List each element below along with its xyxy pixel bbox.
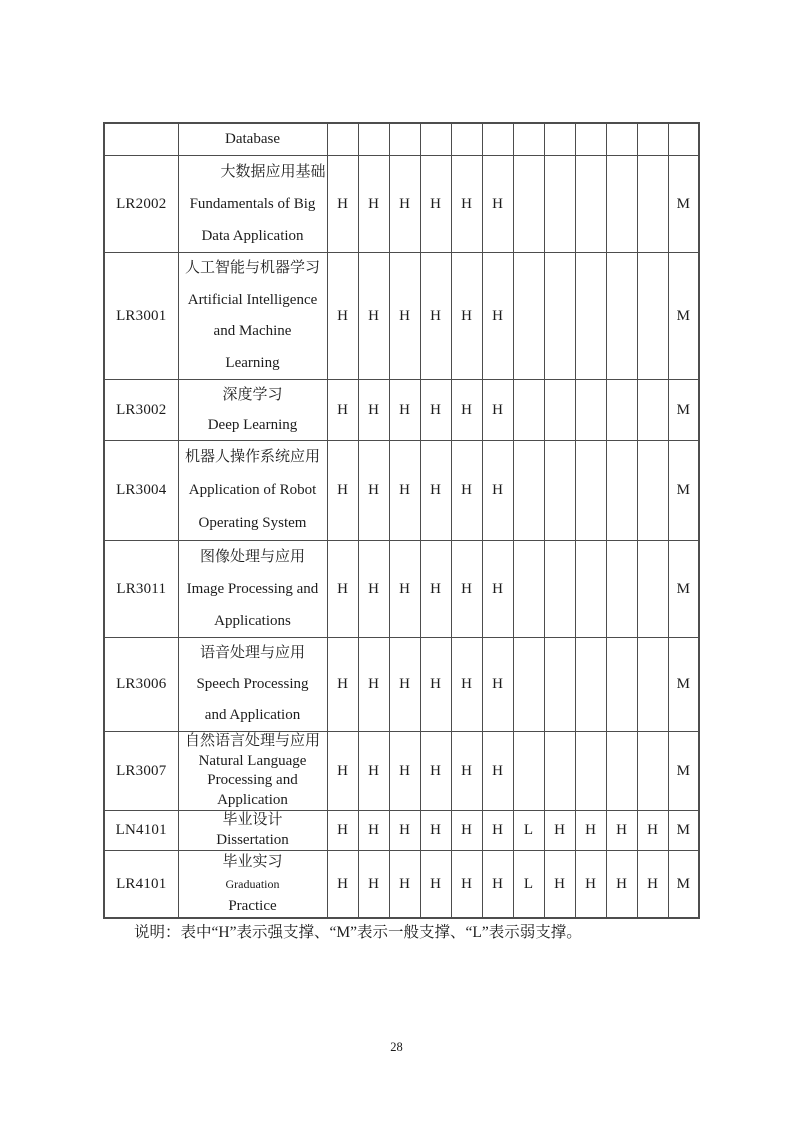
matrix-cell: M: [668, 811, 699, 851]
matrix-cell: H: [420, 380, 451, 441]
course-name-cn: 大数据应用基础: [220, 164, 326, 180]
matrix-cell: H: [637, 811, 668, 851]
matrix-cell: H: [327, 156, 358, 253]
matrix-cell: H: [358, 156, 389, 253]
matrix-cell: [637, 638, 668, 732]
matrix-cell: [544, 380, 575, 441]
matrix-cell: H: [451, 380, 482, 441]
matrix-cell: [575, 156, 606, 253]
course-name-cell: [178, 851, 327, 919]
matrix-cell: H: [389, 811, 420, 851]
matrix-cell: H: [420, 156, 451, 253]
matrix-cell: [544, 441, 575, 541]
matrix-cell: [575, 253, 606, 380]
matrix-cell: H: [327, 541, 358, 638]
matrix-cell: [389, 123, 420, 156]
matrix-cell: H: [358, 441, 389, 541]
matrix-cell: H: [389, 253, 420, 380]
matrix-cell: [327, 123, 358, 156]
matrix-cell: [544, 638, 575, 732]
course-name-en: and Machine: [213, 323, 292, 339]
table-row: [104, 156, 699, 253]
matrix-cell: [575, 441, 606, 541]
matrix-cell: H: [358, 851, 389, 919]
page-number: 28: [390, 1040, 403, 1054]
matrix-cell: H: [575, 811, 606, 851]
matrix-cell: H: [389, 638, 420, 732]
course-name-cn: 毕业实习: [222, 854, 283, 870]
matrix-cell: H: [327, 441, 358, 541]
matrix-cell: H: [482, 441, 513, 541]
matrix-cell: M: [668, 732, 699, 811]
matrix-cell: H: [389, 541, 420, 638]
table-row: [104, 123, 699, 156]
course-name-cell: [178, 123, 327, 156]
matrix-cell: M: [668, 156, 699, 253]
matrix-cell: M: [668, 441, 699, 541]
course-code-cell: LR3001: [104, 253, 178, 380]
course-name-en: Applications: [214, 613, 291, 629]
course-name-en: Natural Language: [198, 752, 307, 769]
course-name-cell: [178, 811, 327, 851]
matrix-cell: H: [482, 156, 513, 253]
matrix-cell: L: [513, 811, 544, 851]
course-name-en: Practice: [228, 898, 277, 914]
matrix-cell: H: [482, 851, 513, 919]
course-name-en: Data Application: [201, 228, 304, 244]
matrix-cell: [513, 638, 544, 732]
table-row: [104, 441, 699, 541]
matrix-cell: H: [389, 851, 420, 919]
matrix-cell: H: [327, 380, 358, 441]
matrix-cell: H: [420, 811, 451, 851]
course-name-cell: [178, 732, 327, 811]
matrix-cell: [668, 123, 699, 156]
table-body: [104, 123, 699, 918]
course-name-cn: 人工智能与机器学习: [184, 260, 320, 276]
course-support-matrix-table: [103, 122, 700, 919]
course-name-en: Learning: [225, 354, 280, 371]
course-code-cell: LR3002: [104, 380, 178, 441]
course-code-cell: LR3004: [104, 441, 178, 541]
matrix-cell: [575, 123, 606, 156]
table-row: [104, 732, 699, 811]
matrix-cell: L: [513, 851, 544, 919]
matrix-cell: H: [544, 811, 575, 851]
matrix-cell: H: [358, 253, 389, 380]
matrix-cell: H: [451, 441, 482, 541]
matrix-cell: H: [451, 811, 482, 851]
matrix-cell: M: [668, 380, 699, 441]
matrix-cell: H: [327, 638, 358, 732]
matrix-cell: [606, 156, 637, 253]
legend-note: 说明：表中“H”表示强支撑、“M”表示一般支撑、“L”表示弱支撑。: [134, 924, 582, 941]
matrix-cell: [544, 156, 575, 253]
matrix-cell: [482, 123, 513, 156]
course-name-en: Application of Robot: [188, 482, 317, 498]
course-name-cell: [178, 638, 327, 732]
matrix-cell: H: [451, 851, 482, 919]
table-row: [104, 851, 699, 919]
matrix-cell: H: [451, 253, 482, 380]
matrix-cell: H: [358, 811, 389, 851]
matrix-cell: H: [420, 441, 451, 541]
matrix-cell: H: [482, 253, 513, 380]
matrix-cell: [637, 380, 668, 441]
course-name-cell: [178, 541, 327, 638]
course-code-cell: [104, 123, 178, 156]
table-row: [104, 638, 699, 732]
course-name-en: Processing and: [207, 772, 298, 788]
matrix-cell: H: [420, 851, 451, 919]
matrix-cell: H: [482, 732, 513, 811]
matrix-cell: [513, 732, 544, 811]
matrix-cell: H: [637, 851, 668, 919]
matrix-cell: H: [358, 638, 389, 732]
course-code-cell: LR3007: [104, 732, 178, 811]
table-row: [104, 253, 699, 380]
matrix-cell: [420, 123, 451, 156]
matrix-cell: M: [668, 851, 699, 919]
matrix-cell: [637, 123, 668, 156]
table-row: [104, 380, 699, 441]
course-name-en: Fundamentals of Big: [189, 196, 316, 212]
matrix-cell: M: [668, 541, 699, 638]
matrix-cell: H: [606, 851, 637, 919]
matrix-cell: M: [668, 638, 699, 732]
matrix-cell: [606, 441, 637, 541]
matrix-cell: [637, 541, 668, 638]
matrix-cell: [544, 123, 575, 156]
matrix-cell: H: [451, 638, 482, 732]
course-name-cell: [178, 380, 327, 441]
matrix-cell: H: [327, 732, 358, 811]
matrix-cell: [637, 156, 668, 253]
course-code-cell: LR2002: [104, 156, 178, 253]
course-name-cn: 自然语言处理与应用: [184, 733, 320, 749]
matrix-cell: [606, 638, 637, 732]
matrix-cell: H: [575, 851, 606, 919]
matrix-cell: [606, 123, 637, 156]
course-code-cell: LR4101: [104, 851, 178, 919]
matrix-cell: H: [389, 732, 420, 811]
matrix-cell: H: [389, 156, 420, 253]
matrix-cell: H: [451, 541, 482, 638]
matrix-cell: [513, 541, 544, 638]
course-name-en: Artificial Intelligence: [187, 291, 318, 308]
matrix-cell: [575, 732, 606, 811]
matrix-cell: [513, 123, 544, 156]
matrix-cell: M: [668, 253, 699, 380]
matrix-cell: [544, 732, 575, 811]
matrix-cell: H: [420, 253, 451, 380]
course-name-en: Operating System: [198, 515, 307, 531]
matrix-cell: H: [606, 811, 637, 851]
course-name-cn: 毕业设计: [222, 812, 283, 828]
matrix-cell: [637, 441, 668, 541]
table-row: [104, 811, 699, 851]
matrix-cell: H: [327, 851, 358, 919]
course-name-en: Database: [225, 131, 280, 147]
course-code-cell: LN4101: [104, 811, 178, 851]
table-row: [104, 541, 699, 638]
course-name-cell: [178, 253, 327, 380]
course-code-cell: LR3006: [104, 638, 178, 732]
matrix-cell: [513, 156, 544, 253]
matrix-cell: H: [482, 541, 513, 638]
matrix-cell: H: [482, 380, 513, 441]
course-name-en: Graduation: [225, 877, 280, 891]
matrix-cell: [637, 732, 668, 811]
course-name-en: Speech Processing: [196, 676, 309, 692]
course-name-cn: 深度学习: [222, 387, 283, 403]
matrix-cell: [544, 541, 575, 638]
matrix-cell: H: [358, 541, 389, 638]
course-name-en: Application: [217, 791, 288, 808]
course-name-en: Image Processing and: [186, 581, 319, 597]
matrix-cell: H: [482, 638, 513, 732]
matrix-cell: H: [451, 732, 482, 811]
matrix-cell: H: [451, 156, 482, 253]
matrix-cell: H: [389, 441, 420, 541]
course-name-cn: 语音处理与应用: [199, 645, 305, 661]
matrix-cell: [575, 638, 606, 732]
matrix-cell: H: [544, 851, 575, 919]
matrix-cell: [637, 253, 668, 380]
matrix-cell: [606, 541, 637, 638]
matrix-cell: H: [358, 732, 389, 811]
matrix-cell: [606, 732, 637, 811]
course-name-cell: [178, 156, 327, 253]
matrix-cell: H: [389, 380, 420, 441]
matrix-cell: H: [420, 638, 451, 732]
matrix-cell: [606, 253, 637, 380]
matrix-cell: [358, 123, 389, 156]
matrix-cell: [575, 380, 606, 441]
matrix-cell: H: [327, 811, 358, 851]
course-name-cn: 图像处理与应用: [199, 549, 305, 565]
course-name-en: Dissertation: [216, 831, 289, 848]
matrix-cell: [451, 123, 482, 156]
matrix-cell: [606, 380, 637, 441]
matrix-cell: H: [420, 732, 451, 811]
matrix-cell: H: [358, 380, 389, 441]
course-code-cell: LR3011: [104, 541, 178, 638]
course-name-cell: [178, 441, 327, 541]
matrix-cell: [513, 441, 544, 541]
matrix-cell: [513, 380, 544, 441]
matrix-cell: H: [482, 811, 513, 851]
matrix-cell: [544, 253, 575, 380]
matrix-cell: [575, 541, 606, 638]
matrix-cell: H: [327, 253, 358, 380]
matrix-cell: H: [420, 541, 451, 638]
matrix-cell: [513, 253, 544, 380]
course-name-en: and Application: [204, 707, 301, 723]
course-name-en: Deep Learning: [207, 417, 298, 433]
course-name-cn: 机器人操作系统应用: [184, 449, 320, 465]
